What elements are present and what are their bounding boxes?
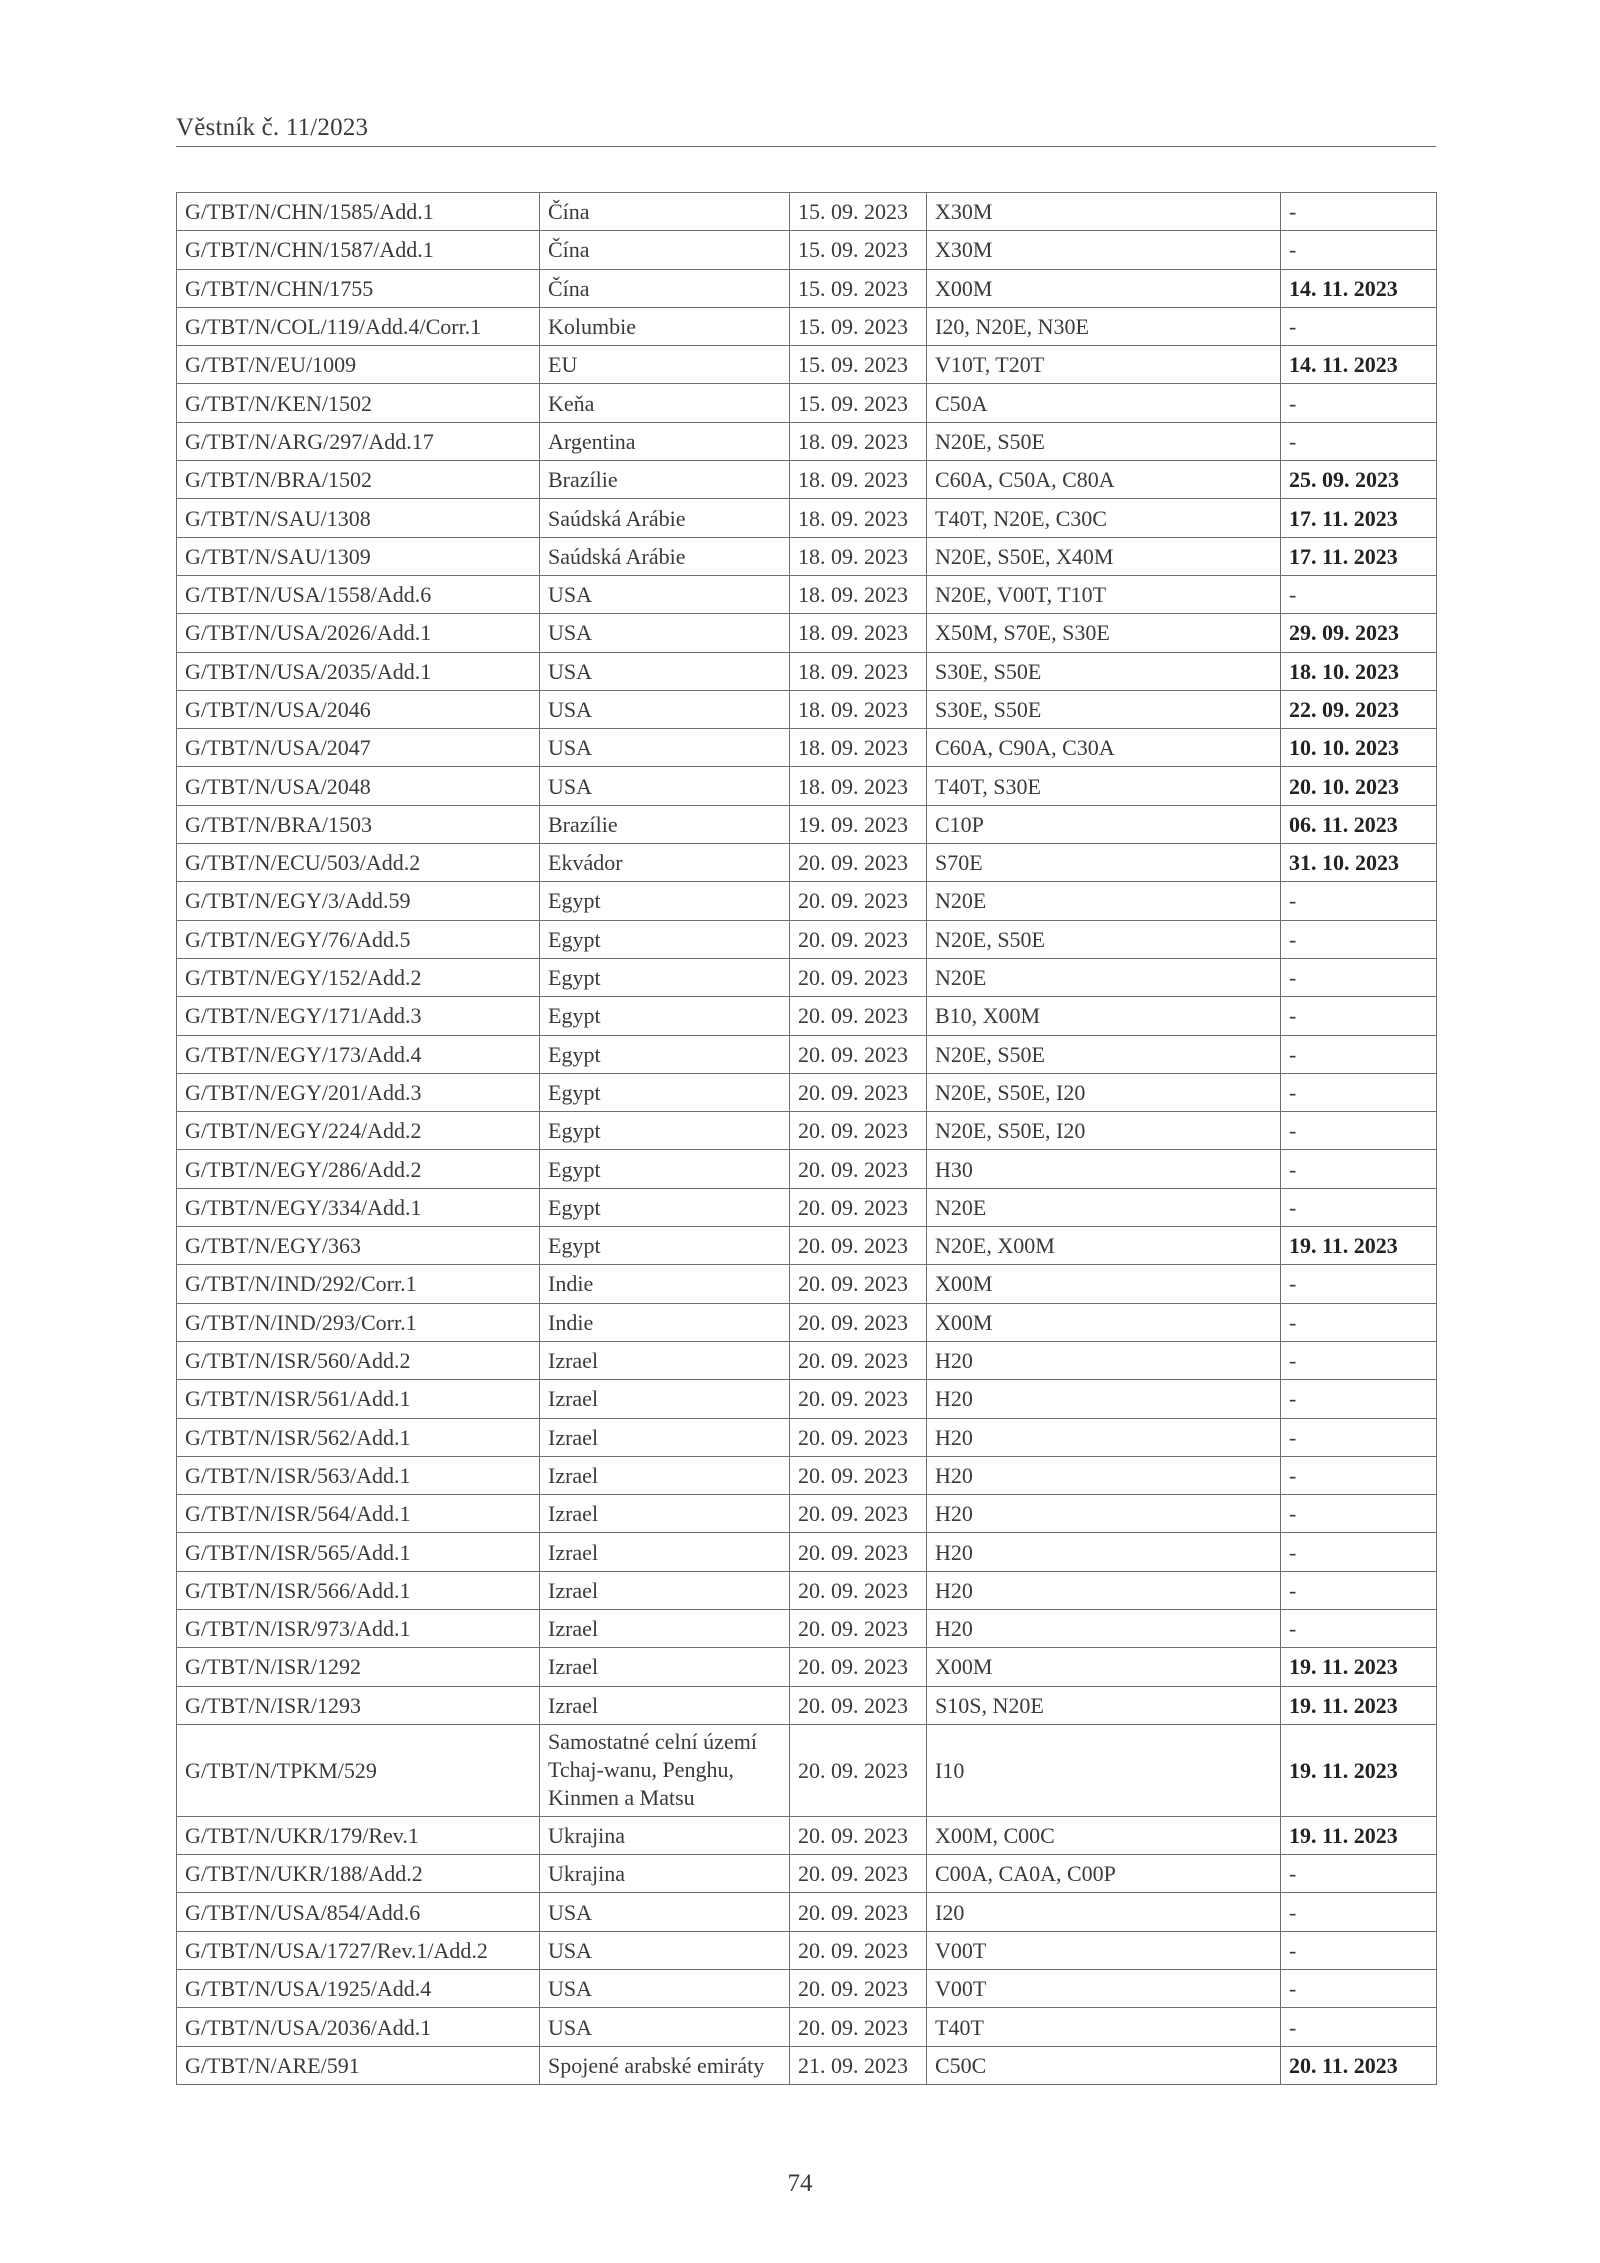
cell-date: 15. 09. 2023 bbox=[790, 346, 927, 384]
table-row bbox=[177, 1931, 1437, 1969]
cell-country: USA bbox=[540, 767, 790, 805]
cell-country: Brazílie bbox=[540, 461, 790, 499]
table-row bbox=[177, 1533, 1437, 1571]
cell-country: Ukrajina bbox=[540, 1855, 790, 1893]
cell-categories: X00M bbox=[927, 1303, 1281, 1341]
cell-date: 15. 09. 2023 bbox=[790, 193, 927, 231]
cell-date: 18. 09. 2023 bbox=[790, 537, 927, 575]
cell-country: Izrael bbox=[540, 1609, 790, 1647]
cell-categories: N20E bbox=[927, 1188, 1281, 1226]
cell-country: Egypt bbox=[540, 920, 790, 958]
cell-date: 20. 09. 2023 bbox=[790, 1893, 927, 1931]
cell-code: G/TBT/N/EGY/286/Add.2 bbox=[177, 1150, 540, 1188]
cell-date: 15. 09. 2023 bbox=[790, 231, 927, 269]
cell-deadline: 06. 11. 2023 bbox=[1281, 805, 1437, 843]
cell-deadline: 19. 11. 2023 bbox=[1281, 1724, 1437, 1816]
cell-country: Izrael bbox=[540, 1418, 790, 1456]
cell-deadline: - bbox=[1281, 1073, 1437, 1111]
cell-country: Čína bbox=[540, 269, 790, 307]
cell-date: 20. 09. 2023 bbox=[790, 1816, 927, 1854]
table-row bbox=[177, 1418, 1437, 1456]
cell-code: G/TBT/N/COL/119/Add.4/Corr.1 bbox=[177, 307, 540, 345]
page-number: 74 bbox=[787, 2170, 813, 2197]
cell-date: 20. 09. 2023 bbox=[790, 1418, 927, 1456]
cell-date: 19. 09. 2023 bbox=[790, 805, 927, 843]
cell-date: 20. 09. 2023 bbox=[790, 1150, 927, 1188]
cell-country: Izrael bbox=[540, 1686, 790, 1724]
cell-country: Kolumbie bbox=[540, 307, 790, 345]
cell-date: 18. 09. 2023 bbox=[790, 690, 927, 728]
cell-categories: N20E, S50E, I20 bbox=[927, 1073, 1281, 1111]
cell-date: 18. 09. 2023 bbox=[790, 729, 927, 767]
cell-code: G/TBT/N/EU/1009 bbox=[177, 346, 540, 384]
cell-code: G/TBT/N/UKR/188/Add.2 bbox=[177, 1855, 540, 1893]
cell-date: 20. 09. 2023 bbox=[790, 1188, 927, 1226]
table-row bbox=[177, 307, 1437, 345]
cell-code: G/TBT/N/USA/2047 bbox=[177, 729, 540, 767]
cell-code: G/TBT/N/ISR/561/Add.1 bbox=[177, 1380, 540, 1418]
cell-deadline: - bbox=[1281, 1418, 1437, 1456]
table-row bbox=[177, 2046, 1437, 2084]
cell-code: G/TBT/N/USA/2035/Add.1 bbox=[177, 652, 540, 690]
cell-deadline: - bbox=[1281, 1380, 1437, 1418]
cell-date: 15. 09. 2023 bbox=[790, 384, 927, 422]
cell-code: G/TBT/N/EGY/3/Add.59 bbox=[177, 882, 540, 920]
cell-deadline: - bbox=[1281, 1609, 1437, 1647]
cell-deadline: 22. 09. 2023 bbox=[1281, 690, 1437, 728]
table-row bbox=[177, 422, 1437, 460]
cell-code: G/TBT/N/ISR/566/Add.1 bbox=[177, 1571, 540, 1609]
cell-categories: H30 bbox=[927, 1150, 1281, 1188]
cell-deadline: - bbox=[1281, 1150, 1437, 1188]
cell-categories: N20E, S50E, X40M bbox=[927, 537, 1281, 575]
cell-categories: C50C bbox=[927, 2046, 1281, 2084]
cell-code: G/TBT/N/KEN/1502 bbox=[177, 384, 540, 422]
cell-country: Argentina bbox=[540, 422, 790, 460]
cell-deadline: 17. 11. 2023 bbox=[1281, 499, 1437, 537]
cell-deadline: 14. 11. 2023 bbox=[1281, 269, 1437, 307]
cell-code: G/TBT/N/ISR/562/Add.1 bbox=[177, 1418, 540, 1456]
cell-code: G/TBT/N/ARE/591 bbox=[177, 2046, 540, 2084]
table-row bbox=[177, 1227, 1437, 1265]
cell-deadline: - bbox=[1281, 193, 1437, 231]
table-row bbox=[177, 537, 1437, 575]
cell-date: 20. 09. 2023 bbox=[790, 1227, 927, 1265]
cell-country: USA bbox=[540, 614, 790, 652]
cell-categories: H20 bbox=[927, 1418, 1281, 1456]
cell-code: G/TBT/N/ISR/1293 bbox=[177, 1686, 540, 1724]
cell-categories: X30M bbox=[927, 231, 1281, 269]
cell-deadline: 19. 11. 2023 bbox=[1281, 1227, 1437, 1265]
cell-deadline: - bbox=[1281, 1456, 1437, 1494]
table-row bbox=[177, 1265, 1437, 1303]
cell-deadline: 20. 10. 2023 bbox=[1281, 767, 1437, 805]
cell-code: G/TBT/N/ISR/564/Add.1 bbox=[177, 1495, 540, 1533]
cell-categories: N20E, S50E bbox=[927, 920, 1281, 958]
cell-date: 18. 09. 2023 bbox=[790, 652, 927, 690]
cell-code: G/TBT/N/ISR/973/Add.1 bbox=[177, 1609, 540, 1647]
cell-code: G/TBT/N/EGY/363 bbox=[177, 1227, 540, 1265]
table-row bbox=[177, 652, 1437, 690]
table-row bbox=[177, 1456, 1437, 1494]
table-row bbox=[177, 384, 1437, 422]
cell-country: Indie bbox=[540, 1265, 790, 1303]
cell-code: G/TBT/N/IND/292/Corr.1 bbox=[177, 1265, 540, 1303]
cell-country: Spojené arabské emiráty bbox=[540, 2046, 790, 2084]
cell-country: Izrael bbox=[540, 1495, 790, 1533]
cell-categories: N20E, S50E bbox=[927, 422, 1281, 460]
cell-date: 18. 09. 2023 bbox=[790, 461, 927, 499]
table-row bbox=[177, 805, 1437, 843]
table-row bbox=[177, 1112, 1437, 1150]
cell-categories: T40T, S30E bbox=[927, 767, 1281, 805]
cell-deadline: - bbox=[1281, 1265, 1437, 1303]
cell-date: 20. 09. 2023 bbox=[790, 1341, 927, 1379]
cell-code: G/TBT/N/ISR/1292 bbox=[177, 1648, 540, 1686]
cell-date: 15. 09. 2023 bbox=[790, 307, 927, 345]
table-row bbox=[177, 346, 1437, 384]
cell-categories: N20E, S50E, I20 bbox=[927, 1112, 1281, 1150]
cell-date: 18. 09. 2023 bbox=[790, 614, 927, 652]
cell-code: G/TBT/N/SAU/1309 bbox=[177, 537, 540, 575]
cell-country: Indie bbox=[540, 1303, 790, 1341]
table-row bbox=[177, 1893, 1437, 1931]
table-row bbox=[177, 1855, 1437, 1893]
cell-country: EU bbox=[540, 346, 790, 384]
cell-categories: S10S, N20E bbox=[927, 1686, 1281, 1724]
cell-categories: S30E, S50E bbox=[927, 652, 1281, 690]
cell-deadline: - bbox=[1281, 997, 1437, 1035]
cell-date: 15. 09. 2023 bbox=[790, 269, 927, 307]
cell-categories: T40T, N20E, C30C bbox=[927, 499, 1281, 537]
cell-deadline: - bbox=[1281, 307, 1437, 345]
cell-country: USA bbox=[540, 1931, 790, 1969]
cell-code: G/TBT/N/BRA/1503 bbox=[177, 805, 540, 843]
table-row bbox=[177, 729, 1437, 767]
cell-categories: X00M bbox=[927, 1265, 1281, 1303]
cell-date: 20. 09. 2023 bbox=[790, 1533, 927, 1571]
cell-country: Egypt bbox=[540, 997, 790, 1035]
cell-country: Egypt bbox=[540, 1227, 790, 1265]
cell-code: G/TBT/N/ISR/565/Add.1 bbox=[177, 1533, 540, 1571]
cell-country: USA bbox=[540, 690, 790, 728]
cell-country: USA bbox=[540, 1970, 790, 2008]
cell-date: 18. 09. 2023 bbox=[790, 767, 927, 805]
cell-categories: T40T bbox=[927, 2008, 1281, 2046]
cell-country: Čína bbox=[540, 193, 790, 231]
cell-deadline: 25. 09. 2023 bbox=[1281, 461, 1437, 499]
cell-deadline: - bbox=[1281, 2008, 1437, 2046]
cell-date: 20. 09. 2023 bbox=[790, 1265, 927, 1303]
table-row bbox=[177, 499, 1437, 537]
cell-date: 20. 09. 2023 bbox=[790, 1073, 927, 1111]
journal-title: Věstník č. 11/2023 bbox=[176, 114, 369, 141]
cell-country: Egypt bbox=[540, 1188, 790, 1226]
cell-date: 18. 09. 2023 bbox=[790, 499, 927, 537]
cell-deadline: 19. 11. 2023 bbox=[1281, 1648, 1437, 1686]
cell-code: G/TBT/N/ARG/297/Add.17 bbox=[177, 422, 540, 460]
cell-code: G/TBT/N/USA/2036/Add.1 bbox=[177, 2008, 540, 2046]
cell-country: Samostatné celní území Tchaj-wanu, Penghu, Kinmen a Matsu bbox=[540, 1724, 790, 1816]
cell-date: 20. 09. 2023 bbox=[790, 1970, 927, 2008]
cell-country: Ekvádor bbox=[540, 844, 790, 882]
table-row bbox=[177, 1609, 1437, 1647]
cell-date: 20. 09. 2023 bbox=[790, 1571, 927, 1609]
cell-date: 20. 09. 2023 bbox=[790, 882, 927, 920]
cell-country: Izrael bbox=[540, 1571, 790, 1609]
cell-deadline: - bbox=[1281, 1188, 1437, 1226]
cell-country: Brazílie bbox=[540, 805, 790, 843]
cell-deadline: - bbox=[1281, 920, 1437, 958]
cell-deadline: 18. 10. 2023 bbox=[1281, 652, 1437, 690]
cell-date: 20. 09. 2023 bbox=[790, 1855, 927, 1893]
cell-categories: H20 bbox=[927, 1533, 1281, 1571]
cell-categories: C10P bbox=[927, 805, 1281, 843]
table-row bbox=[177, 690, 1437, 728]
cell-country: Čína bbox=[540, 231, 790, 269]
cell-date: 20. 09. 2023 bbox=[790, 1380, 927, 1418]
table-row bbox=[177, 1073, 1437, 1111]
cell-date: 20. 09. 2023 bbox=[790, 958, 927, 996]
table-row bbox=[177, 614, 1437, 652]
cell-categories: X50M, S70E, S30E bbox=[927, 614, 1281, 652]
cell-deadline: - bbox=[1281, 1533, 1437, 1571]
cell-date: 20. 09. 2023 bbox=[790, 1456, 927, 1494]
cell-code: G/TBT/N/EGY/173/Add.4 bbox=[177, 1035, 540, 1073]
cell-country: Saúdská Arábie bbox=[540, 499, 790, 537]
cell-code: G/TBT/N/EGY/76/Add.5 bbox=[177, 920, 540, 958]
cell-categories: S30E, S50E bbox=[927, 690, 1281, 728]
cell-code: G/TBT/N/EGY/152/Add.2 bbox=[177, 958, 540, 996]
table-row bbox=[177, 193, 1437, 231]
table-row bbox=[177, 1970, 1437, 2008]
table-row bbox=[177, 2008, 1437, 2046]
cell-categories: H20 bbox=[927, 1609, 1281, 1647]
cell-country: Egypt bbox=[540, 1112, 790, 1150]
notifications-table-body bbox=[177, 193, 1437, 2085]
table-row bbox=[177, 767, 1437, 805]
cell-code: G/TBT/N/SAU/1308 bbox=[177, 499, 540, 537]
cell-code: G/TBT/N/USA/1558/Add.6 bbox=[177, 575, 540, 613]
table-row bbox=[177, 1341, 1437, 1379]
cell-categories: H20 bbox=[927, 1341, 1281, 1379]
cell-categories: S70E bbox=[927, 844, 1281, 882]
cell-code: G/TBT/N/IND/293/Corr.1 bbox=[177, 1303, 540, 1341]
cell-country: Egypt bbox=[540, 882, 790, 920]
cell-code: G/TBT/N/USA/2026/Add.1 bbox=[177, 614, 540, 652]
cell-country: USA bbox=[540, 1893, 790, 1931]
cell-deadline: - bbox=[1281, 422, 1437, 460]
cell-code: G/TBT/N/CHN/1755 bbox=[177, 269, 540, 307]
cell-categories: C60A, C90A, C30A bbox=[927, 729, 1281, 767]
cell-categories: H20 bbox=[927, 1495, 1281, 1533]
cell-date: 20. 09. 2023 bbox=[790, 1495, 927, 1533]
cell-country: Ukrajina bbox=[540, 1816, 790, 1854]
table-row bbox=[177, 1035, 1437, 1073]
table-row bbox=[177, 1380, 1437, 1418]
cell-categories: X00M bbox=[927, 269, 1281, 307]
cell-categories: C60A, C50A, C80A bbox=[927, 461, 1281, 499]
notifications-table bbox=[176, 192, 1437, 2085]
cell-country: Egypt bbox=[540, 1035, 790, 1073]
cell-categories: N20E, V00T, T10T bbox=[927, 575, 1281, 613]
cell-deadline: - bbox=[1281, 958, 1437, 996]
cell-code: G/TBT/N/USA/854/Add.6 bbox=[177, 1893, 540, 1931]
page-header bbox=[176, 112, 1436, 147]
cell-date: 20. 09. 2023 bbox=[790, 1931, 927, 1969]
table-row bbox=[177, 958, 1437, 996]
cell-country: USA bbox=[540, 652, 790, 690]
table-row bbox=[177, 269, 1437, 307]
table-row bbox=[177, 1816, 1437, 1854]
cell-deadline: 31. 10. 2023 bbox=[1281, 844, 1437, 882]
cell-categories: H20 bbox=[927, 1571, 1281, 1609]
cell-categories: V00T bbox=[927, 1931, 1281, 1969]
table-row bbox=[177, 997, 1437, 1035]
cell-country: USA bbox=[540, 575, 790, 613]
cell-code: G/TBT/N/UKR/179/Rev.1 bbox=[177, 1816, 540, 1854]
cell-categories: I20, N20E, N30E bbox=[927, 307, 1281, 345]
cell-deadline: - bbox=[1281, 231, 1437, 269]
table-row bbox=[177, 575, 1437, 613]
cell-country: Izrael bbox=[540, 1456, 790, 1494]
cell-code: G/TBT/N/CHN/1587/Add.1 bbox=[177, 231, 540, 269]
cell-deadline: - bbox=[1281, 1495, 1437, 1533]
cell-categories: N20E, S50E bbox=[927, 1035, 1281, 1073]
cell-code: G/TBT/N/USA/2048 bbox=[177, 767, 540, 805]
cell-categories: I20 bbox=[927, 1893, 1281, 1931]
table-row bbox=[177, 920, 1437, 958]
cell-categories: N20E bbox=[927, 882, 1281, 920]
cell-code: G/TBT/N/USA/2046 bbox=[177, 690, 540, 728]
cell-country: Izrael bbox=[540, 1380, 790, 1418]
cell-code: G/TBT/N/BRA/1502 bbox=[177, 461, 540, 499]
cell-date: 20. 09. 2023 bbox=[790, 844, 927, 882]
table-row bbox=[177, 1303, 1437, 1341]
cell-deadline: - bbox=[1281, 1970, 1437, 2008]
cell-categories: I10 bbox=[927, 1724, 1281, 1816]
cell-deadline: 10. 10. 2023 bbox=[1281, 729, 1437, 767]
cell-date: 21. 09. 2023 bbox=[790, 2046, 927, 2084]
cell-deadline: - bbox=[1281, 1112, 1437, 1150]
cell-date: 20. 09. 2023 bbox=[790, 1112, 927, 1150]
cell-date: 20. 09. 2023 bbox=[790, 1724, 927, 1816]
table-row bbox=[177, 1686, 1437, 1724]
cell-deadline: - bbox=[1281, 1893, 1437, 1931]
table-row bbox=[177, 1150, 1437, 1188]
cell-date: 18. 09. 2023 bbox=[790, 422, 927, 460]
cell-categories: X00M, C00C bbox=[927, 1816, 1281, 1854]
cell-categories: X30M bbox=[927, 193, 1281, 231]
cell-categories: V00T bbox=[927, 1970, 1281, 2008]
table-row bbox=[177, 882, 1437, 920]
cell-categories: V10T, T20T bbox=[927, 346, 1281, 384]
cell-code: G/TBT/N/ISR/560/Add.2 bbox=[177, 1341, 540, 1379]
cell-deadline: 14. 11. 2023 bbox=[1281, 346, 1437, 384]
cell-date: 20. 09. 2023 bbox=[790, 920, 927, 958]
cell-categories: N20E bbox=[927, 958, 1281, 996]
table-row bbox=[177, 1188, 1437, 1226]
table-row bbox=[177, 231, 1437, 269]
cell-deadline: - bbox=[1281, 384, 1437, 422]
cell-code: G/TBT/N/TPKM/529 bbox=[177, 1724, 540, 1816]
cell-deadline: - bbox=[1281, 1341, 1437, 1379]
cell-deadline: 19. 11. 2023 bbox=[1281, 1686, 1437, 1724]
cell-deadline: - bbox=[1281, 1303, 1437, 1341]
cell-deadline: - bbox=[1281, 1931, 1437, 1969]
cell-country: Egypt bbox=[540, 1073, 790, 1111]
cell-deadline: - bbox=[1281, 1035, 1437, 1073]
cell-country: USA bbox=[540, 729, 790, 767]
cell-country: Izrael bbox=[540, 1341, 790, 1379]
cell-deadline: 29. 09. 2023 bbox=[1281, 614, 1437, 652]
cell-country: Egypt bbox=[540, 958, 790, 996]
table-row bbox=[177, 1495, 1437, 1533]
cell-categories: X00M bbox=[927, 1648, 1281, 1686]
cell-code: G/TBT/N/EGY/171/Add.3 bbox=[177, 997, 540, 1035]
cell-country: Keňa bbox=[540, 384, 790, 422]
cell-categories: C50A bbox=[927, 384, 1281, 422]
cell-code: G/TBT/N/EGY/201/Add.3 bbox=[177, 1073, 540, 1111]
cell-date: 20. 09. 2023 bbox=[790, 1609, 927, 1647]
cell-country: Izrael bbox=[540, 1533, 790, 1571]
cell-date: 20. 09. 2023 bbox=[790, 1648, 927, 1686]
cell-country: Egypt bbox=[540, 1150, 790, 1188]
cell-deadline: 19. 11. 2023 bbox=[1281, 1816, 1437, 1854]
table-row bbox=[177, 1571, 1437, 1609]
cell-date: 20. 09. 2023 bbox=[790, 1035, 927, 1073]
table-row bbox=[177, 461, 1437, 499]
cell-categories: H20 bbox=[927, 1456, 1281, 1494]
cell-code: G/TBT/N/ECU/503/Add.2 bbox=[177, 844, 540, 882]
cell-date: 20. 09. 2023 bbox=[790, 2008, 927, 2046]
cell-deadline: - bbox=[1281, 1855, 1437, 1893]
cell-categories: C00A, CA0A, C00P bbox=[927, 1855, 1281, 1893]
cell-country: USA bbox=[540, 2008, 790, 2046]
cell-date: 20. 09. 2023 bbox=[790, 997, 927, 1035]
cell-code: G/TBT/N/USA/1925/Add.4 bbox=[177, 1970, 540, 2008]
cell-country: Izrael bbox=[540, 1648, 790, 1686]
cell-deadline: - bbox=[1281, 1571, 1437, 1609]
cell-code: G/TBT/N/USA/1727/Rev.1/Add.2 bbox=[177, 1931, 540, 1969]
cell-country: Saúdská Arábie bbox=[540, 537, 790, 575]
cell-date: 20. 09. 2023 bbox=[790, 1686, 927, 1724]
cell-deadline: - bbox=[1281, 882, 1437, 920]
table-row bbox=[177, 1648, 1437, 1686]
cell-code: G/TBT/N/ISR/563/Add.1 bbox=[177, 1456, 540, 1494]
cell-date: 18. 09. 2023 bbox=[790, 575, 927, 613]
cell-categories: H20 bbox=[927, 1380, 1281, 1418]
cell-date: 20. 09. 2023 bbox=[790, 1303, 927, 1341]
table-row bbox=[177, 1724, 1437, 1816]
cell-code: G/TBT/N/CHN/1585/Add.1 bbox=[177, 193, 540, 231]
table-row bbox=[177, 844, 1437, 882]
cell-deadline: 17. 11. 2023 bbox=[1281, 537, 1437, 575]
cell-categories: B10, X00M bbox=[927, 997, 1281, 1035]
cell-code: G/TBT/N/EGY/334/Add.1 bbox=[177, 1188, 540, 1226]
cell-code: G/TBT/N/EGY/224/Add.2 bbox=[177, 1112, 540, 1150]
cell-deadline: 20. 11. 2023 bbox=[1281, 2046, 1437, 2084]
cell-categories: N20E, X00M bbox=[927, 1227, 1281, 1265]
cell-deadline: - bbox=[1281, 575, 1437, 613]
